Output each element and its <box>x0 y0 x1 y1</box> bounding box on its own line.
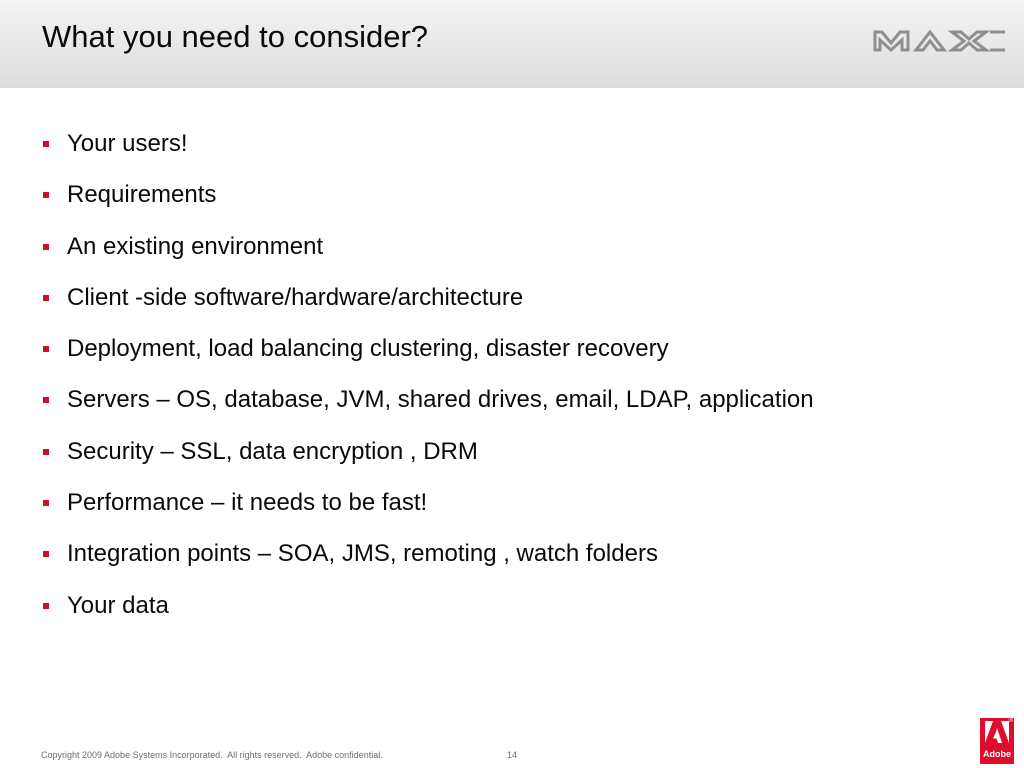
bullet-square-icon <box>43 500 49 506</box>
bullet-square-icon <box>43 346 49 352</box>
registered-mark-icon: ® <box>1008 718 1013 724</box>
bullet-text: Integration points – SOA, JMS, remoting , watch folders <box>67 540 658 568</box>
adobe-a-icon <box>985 721 1009 745</box>
bullet-square-icon <box>43 449 49 455</box>
bullet-square-icon <box>43 244 49 250</box>
bullet-text: Deployment, load balancing clustering, disaster recovery <box>67 335 669 363</box>
bullet-text: Client -side software/hardware/architecture <box>67 283 524 311</box>
max-logo-icon <box>872 29 1008 53</box>
bullet-square-icon <box>43 603 49 609</box>
adobe-logo-icon <box>980 718 1014 764</box>
bullet-square-icon <box>43 551 49 557</box>
slide-title: What you need to consider? <box>42 19 429 54</box>
adobe-wordmark: Adobe <box>983 749 1011 759</box>
bullet-text: Your users! <box>67 130 188 157</box>
bullet-square-icon <box>43 192 49 198</box>
page-number: 14 <box>507 750 518 760</box>
bullet-text: Servers – OS, database, JVM, shared drives, email, LDAP, application <box>67 386 814 414</box>
bullet-text: Your data <box>67 591 169 619</box>
bullet-square-icon <box>43 295 49 301</box>
bullet-square-icon <box>43 141 49 147</box>
header-bar <box>0 0 1024 88</box>
bullet-square-icon <box>43 397 49 403</box>
bullet-text: Performance – it needs to be fast! <box>67 489 428 517</box>
bullet-text: An existing environment <box>67 232 324 260</box>
bullet-text: Security – SSL, data encryption , DRM <box>67 437 478 465</box>
footer-copyright: Copyright 2009 Adobe Systems Incorporated. All rights reserved. Adobe confidential. <box>41 750 383 760</box>
bullet-text: Requirements <box>67 181 217 209</box>
